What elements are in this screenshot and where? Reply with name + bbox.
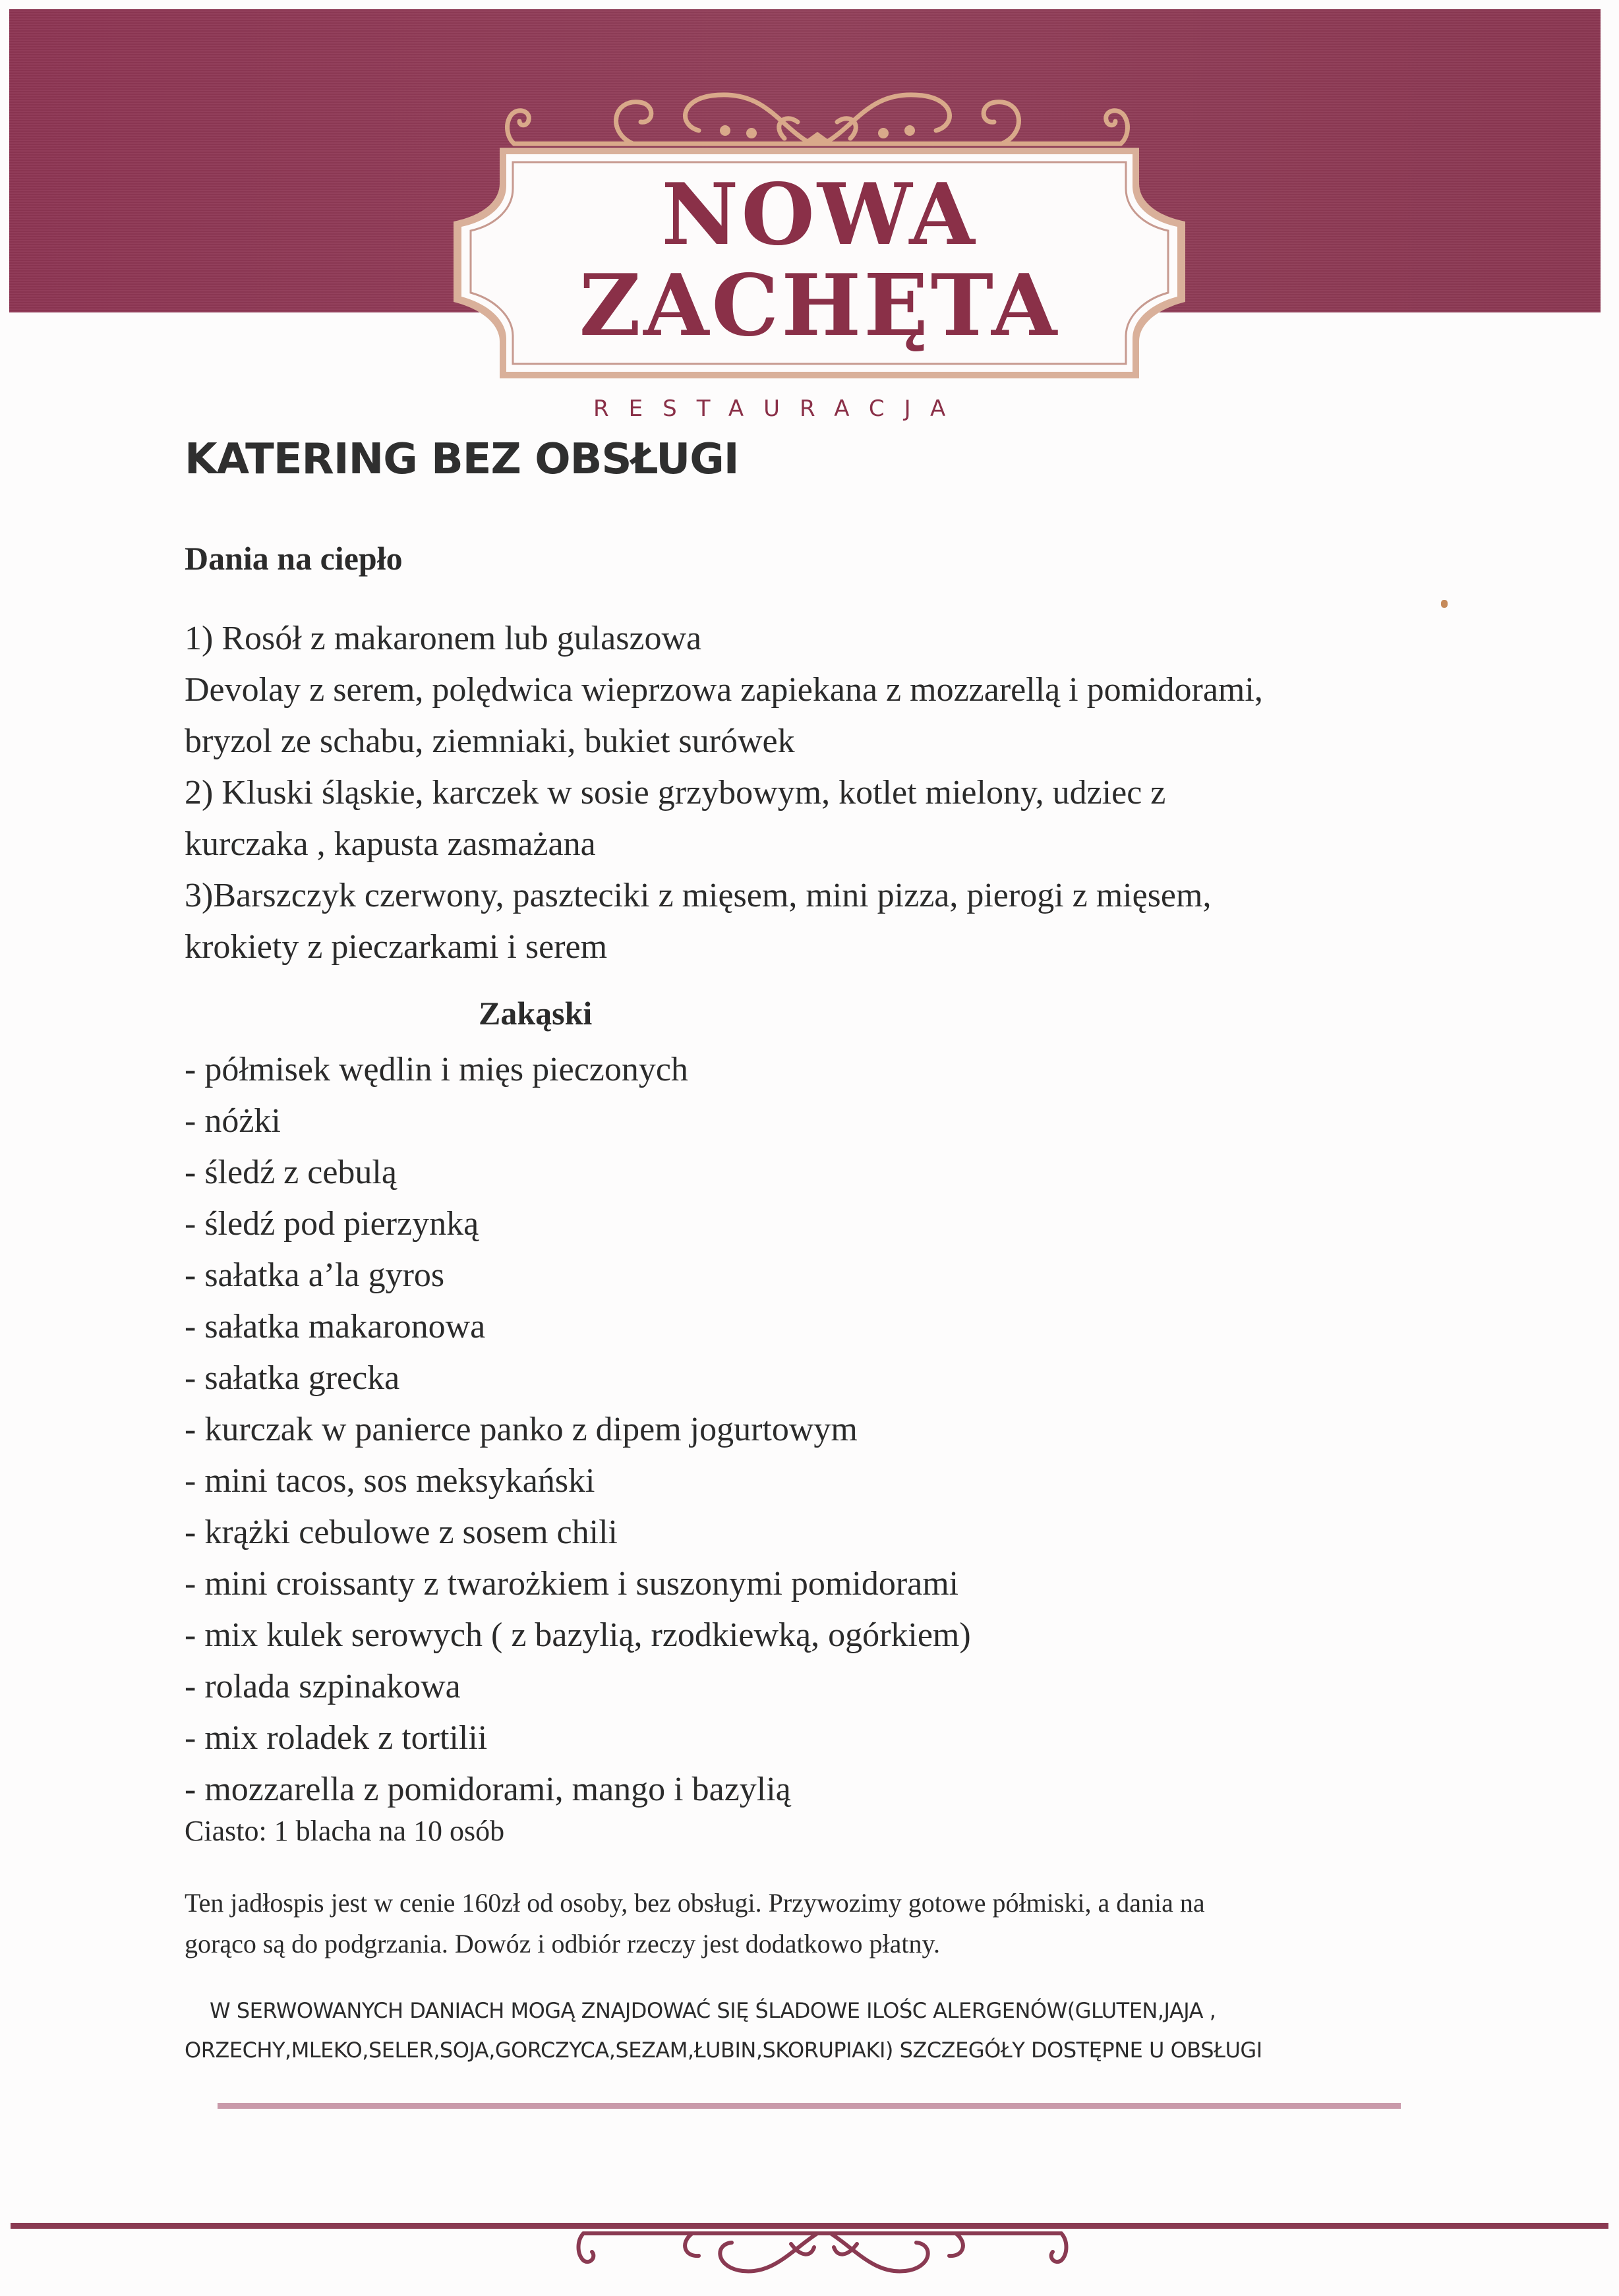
hot-dish-line: 2) Kluski śląskie, karczek w sosie grzybowym, kotlet mielony, udziec z (185, 774, 1166, 811)
allergen-line: W SERWOWANYCH DANIACH MOGĄ ZNAJDOWAĆ SIĘ ŚLADOWE ILOŚC ALERGENÓW(GLUTEN,JAJA , (210, 1998, 1216, 2023)
divider (218, 2103, 1401, 2109)
hot-dish-line: Devolay z serem, polędwica wieprzowa zapiekana z mozzarellą i pomidorami, (185, 671, 1263, 709)
brand-name-line2: ZACHĘTA (579, 256, 1060, 355)
page-title: KATERING BEZ OBSŁUGI (185, 435, 739, 484)
list-item: - rolada szpinakowa (185, 1668, 461, 1705)
hot-dish-line: bryzol ze schabu, ziemniaki, bukiet surówek (185, 722, 795, 760)
list-item: - półmisek wędlin i mięs pieczonych (185, 1051, 688, 1088)
hot-dish-line: 3)Barszczyk czerwony, paszteciki z mięsem, mini pizza, pierogi z mięsem, (185, 877, 1212, 914)
hot-dish-line: 1) Rosół z makaronem lub gulaszowa (185, 620, 702, 657)
list-item: - mix roladek z tortilii (185, 1719, 488, 1757)
list-item: - sałatka grecka (185, 1359, 400, 1397)
snacks-list (185, 1044, 971, 1815)
price-note-line: gorąco są do podgrzania. Dowóz i odbiór rzeczy jest dodatkowo płatny. (185, 1929, 940, 1958)
price-note (185, 1883, 1205, 1964)
list-item: - mini croissanty z twarożkiem i suszonymi pomidorami (185, 1565, 959, 1603)
allergen-line: ORZECHY,MLEKO,SELER,SOJA,GORCZYCA,SEZAM,ŁUBIN,SKORUPIAKI) SZCZEGÓŁY DOSTĘPNE U OBSŁUGI (185, 2038, 1262, 2063)
hot-dishes-list (185, 613, 1263, 973)
list-item: - kurczak w panierce panko z dipem jogurtowym (185, 1411, 858, 1448)
hot-dishes-heading: Dania na ciepło (185, 540, 403, 577)
list-item: - sałatka makaronowa (185, 1308, 486, 1345)
allergen-notice (185, 1991, 1262, 2070)
list-item: - krążki cebulowe z sosem chili (185, 1514, 618, 1551)
bottom-flourish-icon (574, 2231, 1074, 2277)
list-item: - mozzarella z pomidorami, mango i bazylią (185, 1771, 791, 1808)
hot-dish-line: krokiety z pieczarkami i serem (185, 928, 608, 966)
price-note-line: Ten jadłospis jest w cenie 160zł od osoby, bez obsługi. Przywozimy gotowe półmiski, a dania na (185, 1888, 1205, 1918)
cake-info: Ciasto: 1 blacha na 10 osób (185, 1815, 505, 1847)
footer-divider (11, 2223, 1608, 2229)
top-flourish-icon (501, 86, 1134, 152)
list-item: - nóżki (185, 1102, 281, 1140)
hot-dish-line: kurczaka , kapusta zasmażana (185, 825, 596, 863)
brand-name-line1: NOWA (661, 165, 978, 264)
list-item: - śledź z cebulą (185, 1154, 397, 1191)
list-item: - sałatka a’la gyros (185, 1256, 445, 1294)
list-item: - śledź pod pierzynką (185, 1205, 479, 1243)
snacks-heading: Zakąski (479, 995, 593, 1032)
list-item: - mini tacos, sos meksykański (185, 1462, 595, 1500)
scan-speck (1441, 600, 1448, 608)
list-item: - mix kulek serowych ( z bazylią, rzodkiewką, ogórkiem) (185, 1616, 971, 1654)
brand-subtitle: RESTAURACJA (593, 396, 966, 422)
